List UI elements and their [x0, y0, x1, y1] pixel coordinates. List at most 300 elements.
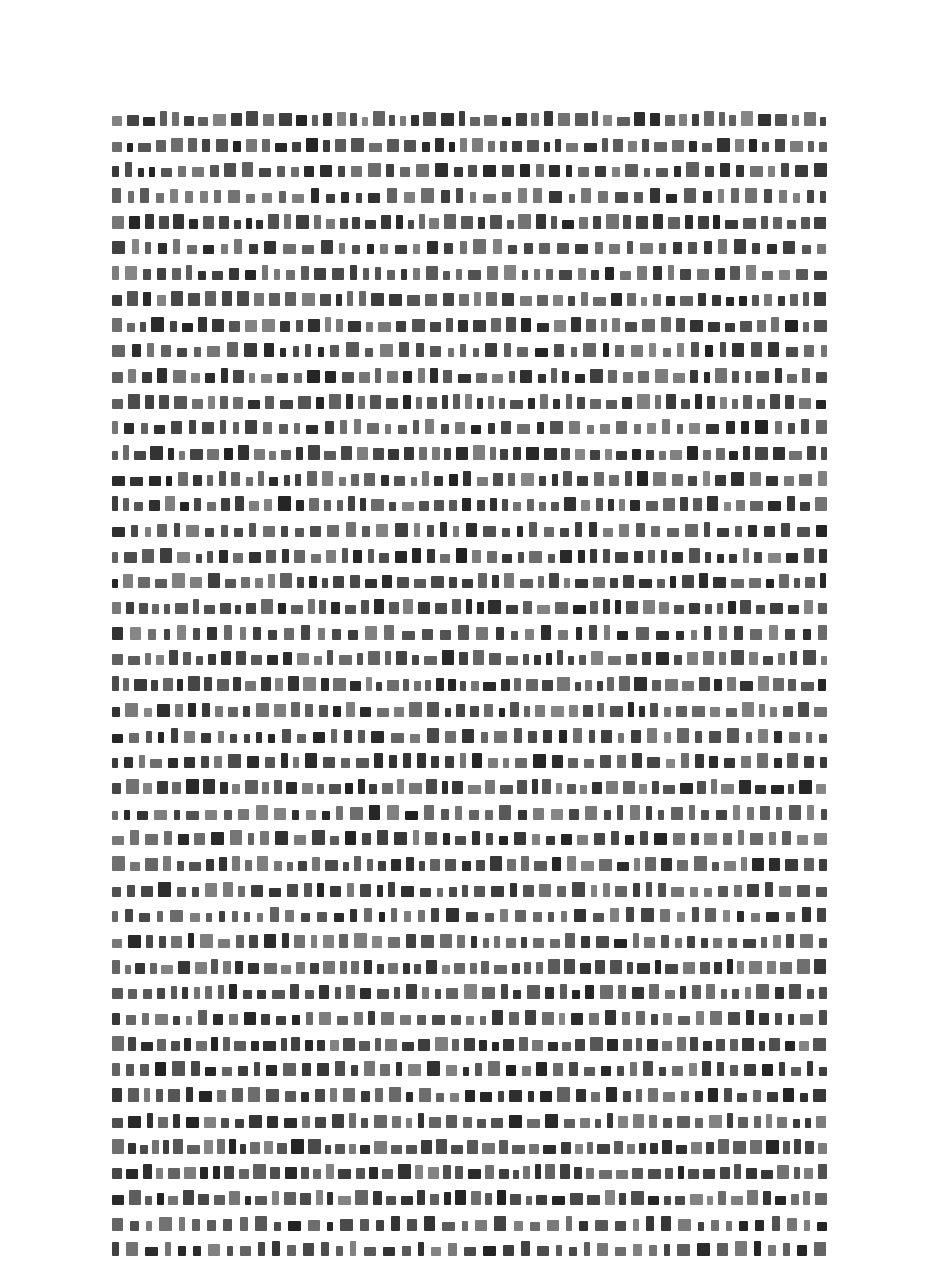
text-glyph — [326, 550, 336, 563]
text-glyph — [189, 219, 198, 229]
text-glyph — [416, 343, 424, 357]
text-glyph — [201, 756, 209, 768]
text-glyph — [237, 291, 249, 306]
text-glyph — [281, 526, 288, 537]
text-glyph — [123, 574, 133, 588]
text-glyph — [592, 782, 602, 794]
text-glyph — [406, 1145, 417, 1154]
text-glyph — [138, 168, 144, 177]
text-glyph — [728, 1012, 740, 1025]
text-glyph — [356, 193, 362, 203]
text-glyph — [145, 858, 158, 871]
text-glyph — [790, 141, 803, 152]
text-glyph — [406, 934, 416, 948]
text-glyph — [802, 245, 811, 254]
text-glyph — [547, 1220, 559, 1231]
text-line — [112, 699, 827, 717]
text-glyph — [445, 859, 456, 871]
text-glyph — [458, 625, 469, 640]
text-glyph — [617, 755, 626, 768]
text-glyph — [648, 1169, 661, 1179]
text-glyph — [755, 785, 766, 794]
text-glyph — [112, 579, 118, 588]
text-glyph — [318, 628, 325, 640]
text-glyph — [733, 1141, 746, 1154]
text-glyph — [256, 220, 263, 229]
text-glyph — [520, 579, 533, 588]
text-glyph — [245, 860, 252, 871]
text-glyph — [644, 168, 650, 177]
text-glyph — [573, 728, 582, 743]
text-glyph — [654, 142, 667, 152]
text-glyph — [520, 164, 530, 177]
text-glyph — [303, 677, 316, 691]
text-glyph — [720, 342, 726, 357]
text-glyph — [608, 656, 621, 665]
text-glyph — [244, 734, 250, 743]
text-glyph — [605, 449, 612, 460]
text-glyph — [292, 1015, 300, 1025]
text-glyph — [814, 163, 827, 177]
text-glyph — [717, 603, 723, 614]
text-glyph — [464, 1038, 475, 1051]
text-glyph — [698, 293, 706, 306]
text-glyph — [628, 141, 637, 152]
text-glyph — [603, 549, 610, 563]
text-glyph — [670, 576, 676, 588]
text-glyph — [797, 835, 808, 845]
text-glyph — [129, 733, 139, 743]
text-glyph — [215, 706, 223, 717]
text-glyph — [361, 1091, 370, 1102]
text-glyph — [481, 961, 489, 974]
text-glyph — [590, 1037, 603, 1051]
text-glyph — [401, 886, 414, 897]
text-glyph — [163, 678, 173, 691]
text-glyph — [633, 933, 639, 948]
text-glyph — [777, 1165, 789, 1179]
text-glyph — [655, 960, 661, 974]
text-glyph — [762, 271, 773, 280]
text-glyph — [598, 703, 604, 717]
text-glyph — [755, 447, 768, 460]
text-glyph — [340, 1219, 353, 1231]
text-glyph — [404, 447, 414, 460]
text-glyph — [381, 1012, 394, 1025]
text-glyph — [350, 1241, 356, 1256]
text-glyph — [800, 1093, 808, 1102]
text-glyph — [751, 913, 760, 922]
text-glyph — [788, 679, 796, 691]
text-glyph — [194, 347, 201, 357]
text-glyph — [729, 554, 737, 563]
text-glyph — [473, 650, 484, 665]
text-glyph — [542, 779, 551, 794]
text-glyph — [627, 962, 633, 974]
text-glyph — [687, 936, 695, 948]
text-glyph — [346, 702, 355, 717]
text-glyph — [377, 885, 383, 897]
text-glyph — [532, 1040, 543, 1051]
text-glyph — [699, 677, 710, 691]
text-glyph — [537, 295, 548, 306]
text-glyph — [592, 111, 598, 126]
text-glyph — [340, 420, 347, 434]
text-glyph — [589, 730, 595, 743]
text-glyph — [740, 600, 751, 614]
text-glyph — [488, 600, 501, 614]
text-glyph — [706, 1142, 714, 1154]
text-glyph — [306, 425, 318, 434]
text-glyph — [157, 295, 166, 306]
text-glyph — [803, 322, 809, 332]
text-glyph — [296, 115, 307, 126]
text-glyph — [640, 831, 648, 845]
text-glyph — [264, 934, 276, 948]
text-glyph — [223, 882, 233, 897]
text-glyph — [818, 1164, 827, 1179]
text-glyph — [703, 1041, 712, 1051]
text-glyph — [269, 451, 276, 460]
text-glyph — [179, 1217, 185, 1231]
text-glyph — [249, 244, 258, 254]
text-glyph — [320, 294, 331, 306]
text-glyph — [620, 271, 631, 280]
text-glyph — [374, 599, 384, 614]
text-glyph — [697, 781, 706, 794]
text-glyph — [217, 1090, 226, 1102]
text-glyph — [413, 420, 419, 434]
text-glyph — [170, 321, 177, 332]
text-glyph — [248, 833, 254, 845]
text-glyph — [316, 1190, 323, 1205]
text-glyph — [513, 1170, 519, 1179]
text-glyph — [321, 240, 333, 254]
text-glyph — [643, 1061, 653, 1076]
text-glyph — [756, 605, 765, 614]
text-glyph — [179, 451, 185, 460]
text-glyph — [589, 1013, 599, 1025]
text-glyph — [604, 625, 610, 640]
text-glyph — [366, 677, 372, 691]
text-glyph — [475, 1220, 487, 1231]
text-glyph — [326, 1164, 334, 1179]
text-glyph — [639, 784, 647, 794]
text-glyph — [375, 1088, 383, 1102]
text-glyph — [380, 1064, 390, 1076]
text-glyph — [734, 1164, 741, 1179]
text-glyph — [499, 805, 511, 820]
text-glyph — [346, 522, 356, 537]
text-glyph — [677, 912, 685, 922]
text-glyph — [192, 887, 199, 897]
text-glyph — [709, 731, 721, 743]
text-glyph — [171, 291, 183, 306]
text-glyph — [580, 785, 587, 794]
text-glyph — [211, 832, 224, 845]
text-glyph — [290, 984, 299, 999]
text-glyph — [517, 424, 530, 434]
text-glyph — [774, 731, 782, 743]
text-glyph — [594, 833, 605, 845]
text-glyph — [648, 550, 655, 563]
text-glyph — [483, 938, 489, 948]
text-glyph — [338, 1169, 351, 1179]
text-glyph — [602, 138, 608, 152]
text-glyph — [814, 833, 827, 845]
text-glyph — [350, 113, 357, 126]
text-glyph — [618, 1116, 628, 1128]
text-glyph — [134, 502, 143, 511]
text-glyph — [553, 399, 560, 409]
text-line — [112, 211, 827, 229]
text-glyph — [190, 449, 203, 460]
text-glyph — [174, 523, 180, 537]
text-glyph — [775, 368, 782, 383]
text-glyph — [640, 243, 653, 254]
text-glyph — [365, 348, 373, 357]
text-glyph — [685, 215, 693, 229]
text-glyph — [204, 1117, 216, 1128]
text-glyph — [149, 500, 160, 511]
text-glyph — [720, 397, 727, 409]
text-glyph — [171, 421, 182, 434]
text-glyph — [709, 1115, 722, 1128]
text-glyph — [155, 1062, 166, 1076]
text-glyph — [377, 830, 388, 845]
text-glyph — [238, 1066, 248, 1076]
text-glyph — [142, 549, 154, 563]
text-glyph — [623, 372, 633, 383]
text-glyph — [220, 603, 231, 614]
text-glyph — [634, 192, 643, 203]
text-glyph — [814, 217, 826, 229]
text-glyph — [770, 707, 777, 717]
text-glyph — [315, 1117, 326, 1128]
text-glyph — [539, 476, 546, 486]
text-glyph — [228, 754, 241, 768]
text-glyph — [636, 1038, 642, 1051]
text-glyph — [217, 679, 229, 691]
text-glyph — [719, 112, 725, 126]
text-glyph — [402, 502, 414, 511]
text-glyph — [744, 1064, 756, 1076]
text-glyph — [444, 243, 453, 254]
text-glyph — [268, 734, 275, 743]
text-glyph — [368, 163, 381, 177]
text-glyph — [510, 883, 517, 897]
text-glyph — [721, 784, 734, 794]
text-glyph — [157, 1039, 166, 1051]
text-glyph — [264, 963, 277, 974]
text-glyph — [132, 239, 139, 254]
text-glyph — [354, 856, 361, 871]
text-glyph — [184, 116, 194, 126]
text-glyph — [606, 214, 619, 229]
text-glyph — [601, 319, 607, 332]
text-glyph — [363, 268, 369, 280]
text-glyph — [371, 731, 384, 743]
text-glyph — [142, 1013, 149, 1025]
text-glyph — [652, 680, 661, 691]
text-glyph — [164, 831, 172, 845]
text-glyph — [235, 496, 244, 511]
text-glyph — [443, 833, 450, 845]
text-glyph — [692, 114, 699, 126]
text-glyph — [644, 937, 655, 948]
text-glyph — [238, 809, 249, 820]
text-glyph — [663, 1013, 672, 1025]
text-glyph — [370, 395, 381, 409]
text-glyph — [816, 1116, 826, 1128]
text-glyph — [319, 705, 328, 717]
text-glyph — [172, 112, 179, 126]
text-glyph — [379, 553, 389, 563]
text-glyph — [805, 1118, 811, 1128]
text-glyph — [138, 577, 150, 588]
text-glyph — [788, 784, 794, 794]
text-glyph — [321, 1242, 329, 1256]
text-glyph — [387, 139, 399, 152]
text-glyph — [201, 733, 211, 743]
text-glyph — [246, 218, 252, 229]
text-glyph — [128, 1088, 139, 1102]
text-glyph — [662, 1041, 672, 1051]
text-glyph — [321, 678, 329, 691]
text-glyph — [521, 318, 531, 332]
text-glyph — [698, 216, 709, 229]
text-glyph — [151, 680, 158, 691]
text-glyph — [233, 141, 241, 152]
text-glyph — [279, 113, 292, 126]
text-glyph — [689, 423, 700, 434]
text-glyph — [244, 912, 250, 922]
text-glyph — [186, 811, 199, 820]
text-glyph — [566, 1216, 572, 1231]
text-glyph — [146, 935, 153, 948]
text-glyph — [463, 1067, 469, 1076]
text-glyph — [548, 1042, 558, 1051]
text-glyph — [632, 987, 644, 999]
text-glyph — [758, 114, 771, 126]
text-glyph — [503, 1245, 514, 1256]
text-glyph — [207, 1220, 216, 1231]
text-glyph — [430, 346, 441, 357]
text-glyph — [477, 398, 483, 409]
text-glyph — [726, 708, 737, 717]
text-glyph — [455, 1166, 463, 1179]
text-glyph — [472, 753, 482, 768]
text-glyph — [761, 1170, 773, 1179]
text-glyph — [218, 985, 224, 999]
text-glyph — [804, 858, 814, 871]
text-glyph — [530, 1222, 540, 1231]
text-glyph — [500, 141, 507, 152]
text-glyph — [509, 1115, 522, 1128]
text-glyph — [815, 497, 827, 511]
text-glyph — [375, 267, 381, 280]
text-glyph — [575, 244, 588, 254]
text-glyph — [365, 579, 377, 588]
text-glyph — [143, 117, 155, 126]
text-glyph — [532, 834, 540, 845]
text-glyph — [112, 345, 125, 357]
text-glyph — [417, 1190, 425, 1205]
text-glyph — [578, 268, 586, 280]
text-glyph — [695, 1091, 703, 1102]
text-glyph — [546, 269, 553, 280]
text-glyph — [411, 115, 419, 126]
text-glyph — [160, 111, 167, 126]
text-glyph — [716, 810, 727, 820]
text-glyph — [434, 476, 443, 486]
text-glyph — [241, 577, 250, 588]
text-glyph — [590, 549, 597, 563]
text-line — [112, 1058, 827, 1076]
text-glyph — [632, 449, 641, 460]
text-glyph — [653, 214, 663, 229]
text-glyph — [641, 908, 654, 922]
text-glyph — [436, 1139, 447, 1154]
text-line — [112, 1161, 827, 1179]
text-glyph — [617, 1066, 624, 1076]
text-glyph — [417, 1015, 426, 1025]
text-glyph — [140, 1064, 149, 1076]
text-glyph — [658, 883, 666, 897]
text-glyph — [636, 627, 649, 640]
text-glyph — [564, 1119, 575, 1128]
text-glyph — [253, 627, 261, 640]
text-glyph — [305, 344, 311, 357]
text-glyph — [731, 1196, 743, 1205]
text-glyph — [463, 1117, 472, 1128]
text-line — [112, 185, 827, 203]
text-glyph — [557, 886, 566, 897]
text-glyph — [229, 1139, 236, 1154]
text-glyph — [435, 138, 444, 152]
text-glyph — [275, 678, 283, 691]
text-glyph — [374, 1115, 387, 1128]
text-glyph — [579, 655, 586, 665]
text-glyph — [490, 856, 502, 871]
text-glyph — [396, 1062, 402, 1076]
text-glyph — [615, 192, 628, 203]
text-glyph — [257, 990, 266, 999]
text-glyph — [254, 1062, 260, 1076]
text-glyph — [777, 1117, 787, 1128]
text-glyph — [561, 911, 567, 922]
text-glyph — [332, 1114, 344, 1128]
text-glyph — [770, 394, 780, 409]
text-glyph — [339, 655, 352, 665]
text-glyph — [130, 627, 141, 640]
text-glyph — [424, 1216, 435, 1231]
text-glyph — [757, 399, 765, 409]
text-glyph — [814, 271, 827, 280]
text-glyph — [523, 1166, 530, 1179]
text-glyph — [392, 1116, 401, 1128]
text-glyph — [372, 936, 382, 948]
text-glyph — [508, 245, 517, 254]
text-glyph — [205, 986, 212, 999]
text-glyph — [200, 1167, 208, 1179]
text-glyph — [336, 806, 343, 820]
text-glyph — [650, 1143, 658, 1154]
text-glyph — [791, 1067, 801, 1076]
text-glyph — [412, 319, 425, 332]
text-glyph — [500, 909, 508, 922]
text-glyph — [536, 214, 546, 229]
